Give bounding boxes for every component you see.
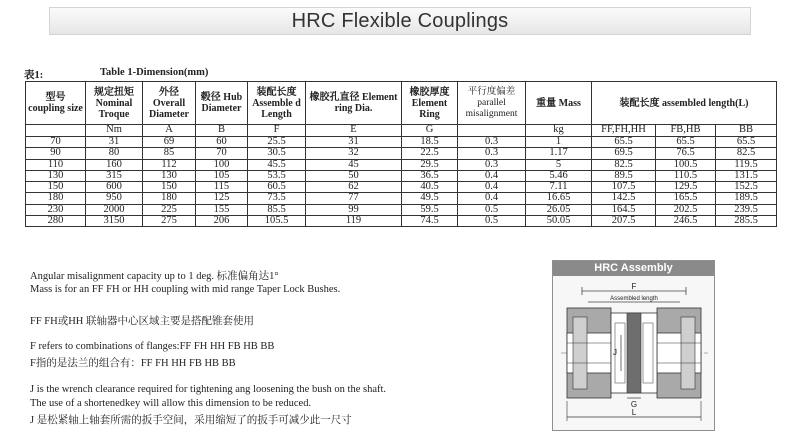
table-cell: 53.5 <box>248 170 306 181</box>
unit-cell: E <box>306 125 402 137</box>
dim-label-j: J <box>613 348 617 357</box>
dimension-table <box>25 81 777 227</box>
table-cell: 315 <box>86 170 143 181</box>
table-cell: 74.5 <box>402 216 458 227</box>
table-row <box>26 159 777 170</box>
col-header-torque: 规定扭矩 Nominal Troque <box>86 82 143 125</box>
note-flanges-cn: F指的是法兰的组合有：FF FH HH FB HB BB <box>30 358 236 369</box>
table-cell: 30.5 <box>248 148 306 159</box>
table-cell: 285.5 <box>716 216 777 227</box>
hrc-assembly-diagram <box>552 260 715 431</box>
header-row <box>26 82 777 125</box>
col-header-assembled-length: 装配长度 Assemble d Length <box>248 82 306 125</box>
table-cell: 50 <box>306 170 402 181</box>
table-cell: 45 <box>306 159 402 170</box>
table-cell: 189.5 <box>716 193 777 204</box>
table-row <box>26 193 777 204</box>
table-cell: 62 <box>306 182 402 193</box>
unit-cell: FB,HB <box>656 125 716 137</box>
table-cell: 60 <box>196 137 248 148</box>
table-row <box>26 148 777 159</box>
table-cell: 0.4 <box>458 182 526 193</box>
note-wrench-cn: J 是松紧轴上轴套所需的扳手空间，采用缩短了的扳手可减少此一尺寸 <box>30 415 352 426</box>
table-cell: 85 <box>143 148 196 159</box>
table-row <box>26 182 777 193</box>
table-cell: 142.5 <box>592 193 656 204</box>
table-cell: 105 <box>196 170 248 181</box>
col-header-type: 型号 coupling size <box>26 82 86 125</box>
table-cell: 5.46 <box>526 170 592 181</box>
col-header-misalignment: 平行度偏差 parallel misalignment <box>458 82 526 125</box>
unit-cell: B <box>196 125 248 137</box>
table-cell: 99 <box>306 204 402 215</box>
table-cell: 65.5 <box>592 137 656 148</box>
table-row <box>26 216 777 227</box>
table-cell: 155 <box>196 204 248 215</box>
table-cell: 32 <box>306 148 402 159</box>
table-cell: 80 <box>86 148 143 159</box>
table-cell: 164.5 <box>592 204 656 215</box>
col-header-overall-diameter: 外径 Overall Diameter <box>143 82 196 125</box>
unit-cell <box>458 125 526 137</box>
table-cell: 70 <box>196 148 248 159</box>
col-header-mass: 重量 Mass <box>526 82 592 125</box>
table-cell: 25.5 <box>248 137 306 148</box>
table-cell: 129.5 <box>656 182 716 193</box>
table-cell: 180 <box>143 193 196 204</box>
table-cell: 7.11 <box>526 182 592 193</box>
table-cell: 2000 <box>86 204 143 215</box>
table-cell: 89.5 <box>592 170 656 181</box>
col-header-assembled-length-l: 装配长度 assembled length(L) <box>592 82 777 125</box>
dim-label-f: F <box>631 282 637 291</box>
table-cell: 65.5 <box>716 137 777 148</box>
table-cell: 69 <box>143 137 196 148</box>
table-cell: 65.5 <box>656 137 716 148</box>
table-cell: 49.5 <box>402 193 458 204</box>
table-cell: 275 <box>143 216 196 227</box>
title-banner <box>49 7 751 35</box>
assembly-drawing <box>553 261 716 432</box>
table-cell: 0.5 <box>458 204 526 215</box>
table-body <box>26 137 777 227</box>
table-cell: 100 <box>196 159 248 170</box>
table-cell: 950 <box>86 193 143 204</box>
table-cell: 239.5 <box>716 204 777 215</box>
table-cell: 119.5 <box>716 159 777 170</box>
table-cell: 82.5 <box>592 159 656 170</box>
table-cell: 0.3 <box>458 148 526 159</box>
dim-label-l: L <box>631 408 637 417</box>
table-cell: 119 <box>306 216 402 227</box>
assembly-title: HRC Assembly <box>553 261 714 276</box>
table-cell: 207.5 <box>592 216 656 227</box>
table-cell: 130 <box>26 170 86 181</box>
table-cell: 60.5 <box>248 182 306 193</box>
unit-cell <box>26 125 86 137</box>
table-cell: 69.5 <box>592 148 656 159</box>
unit-cell: F <box>248 125 306 137</box>
table-cell: 165.5 <box>656 193 716 204</box>
table-cell: 131.5 <box>716 170 777 181</box>
dim-label-assembled: Assembled length <box>610 296 658 302</box>
table-cell: 0.5 <box>458 216 526 227</box>
table-cell: 31 <box>86 137 143 148</box>
table-cell: 202.5 <box>656 204 716 215</box>
table-cell: 600 <box>86 182 143 193</box>
note-angular-misalignment: Angular misalignment capacity up to 1 deg. 标准偏角达1° <box>30 271 279 282</box>
table-cell: 50.05 <box>526 216 592 227</box>
note-taper-lock-cn: FF FH或HH 联轴器中心区域主要是搭配锥套使用 <box>30 316 255 327</box>
table-cell: 85.5 <box>248 204 306 215</box>
table-cell: 112 <box>143 159 196 170</box>
table-cell: 1 <box>526 137 592 148</box>
table-cell: 77 <box>306 193 402 204</box>
unit-cell: A <box>143 125 196 137</box>
table-cell: 82.5 <box>716 148 777 159</box>
table-cell: 36.5 <box>402 170 458 181</box>
table-cell: 160 <box>86 159 143 170</box>
table-cell: 76.5 <box>656 148 716 159</box>
table-cell: 225 <box>143 204 196 215</box>
dim-label-g: G <box>630 400 638 409</box>
table-cell: 152.5 <box>716 182 777 193</box>
unit-cell: kg <box>526 125 592 137</box>
table-cell: 18.5 <box>402 137 458 148</box>
table-cell: 31 <box>306 137 402 148</box>
table-cell: 206 <box>196 216 248 227</box>
table-row <box>26 204 777 215</box>
table-cell: 0.3 <box>458 159 526 170</box>
table-cell: 110 <box>26 159 86 170</box>
unit-row <box>26 125 777 137</box>
table-cell: 73.5 <box>248 193 306 204</box>
note-wrench-clearance: J is the wrench clearance required for tightening ang loosening the bush on the shaft. <box>30 384 387 395</box>
table-row <box>26 137 777 148</box>
table-cell: 125 <box>196 193 248 204</box>
table-cell: 0.3 <box>458 137 526 148</box>
table-cell: 0.4 <box>458 170 526 181</box>
table-cell: 16.65 <box>526 193 592 204</box>
unit-cell: G <box>402 125 458 137</box>
table-cell: 150 <box>143 182 196 193</box>
table-cell: 130 <box>143 170 196 181</box>
table-cell: 105.5 <box>248 216 306 227</box>
table-cell: 110.5 <box>656 170 716 181</box>
note-shortened-key: The use of a shortenedkey will allow this dimension to be reduced. <box>30 398 312 409</box>
table-cell: 0.4 <box>458 193 526 204</box>
table-cell: 246.5 <box>656 216 716 227</box>
unit-cell: Nm <box>86 125 143 137</box>
table-cell: 59.5 <box>402 204 458 215</box>
table-cell: 90 <box>26 148 86 159</box>
unit-cell: FF,FH,HH <box>592 125 656 137</box>
note-mass: Mass is for an FF FH or HH coupling with mid range Taper Lock Bushes. <box>30 284 341 295</box>
table-cell: 3150 <box>86 216 143 227</box>
table-cell: 100.5 <box>656 159 716 170</box>
table-cell: 26.05 <box>526 204 592 215</box>
table-cell: 180 <box>26 193 86 204</box>
table-cell: 22.5 <box>402 148 458 159</box>
col-header-hub-diameter: 毂径 Hub Diameter <box>196 82 248 125</box>
unit-cell: BB <box>716 125 777 137</box>
table-cell: 70 <box>26 137 86 148</box>
col-header-element-ring: 橡胶厚度 Element Ring <box>402 82 458 125</box>
table-cell: 230 <box>26 204 86 215</box>
table-cell: 150 <box>26 182 86 193</box>
table-cell: 40.5 <box>402 182 458 193</box>
note-flanges: F refers to combinations of flanges:FF FH HH FB HB BB <box>30 341 275 352</box>
table-cell: 280 <box>26 216 86 227</box>
table-cell: 107.5 <box>592 182 656 193</box>
table-cell: 1.17 <box>526 148 592 159</box>
table-cell: 115 <box>196 182 248 193</box>
table-cell: 5 <box>526 159 592 170</box>
table-caption-en: Table 1-Dimension(mm) <box>100 67 209 78</box>
table-caption-cn: 表1: <box>24 70 44 81</box>
col-header-element-ring-dia: 橡胶孔直径 Element ring Dia. <box>306 82 402 125</box>
table-row <box>26 170 777 181</box>
table-cell: 45.5 <box>248 159 306 170</box>
page-title: HRC Flexible Couplings <box>291 9 509 32</box>
table-cell: 29.5 <box>402 159 458 170</box>
